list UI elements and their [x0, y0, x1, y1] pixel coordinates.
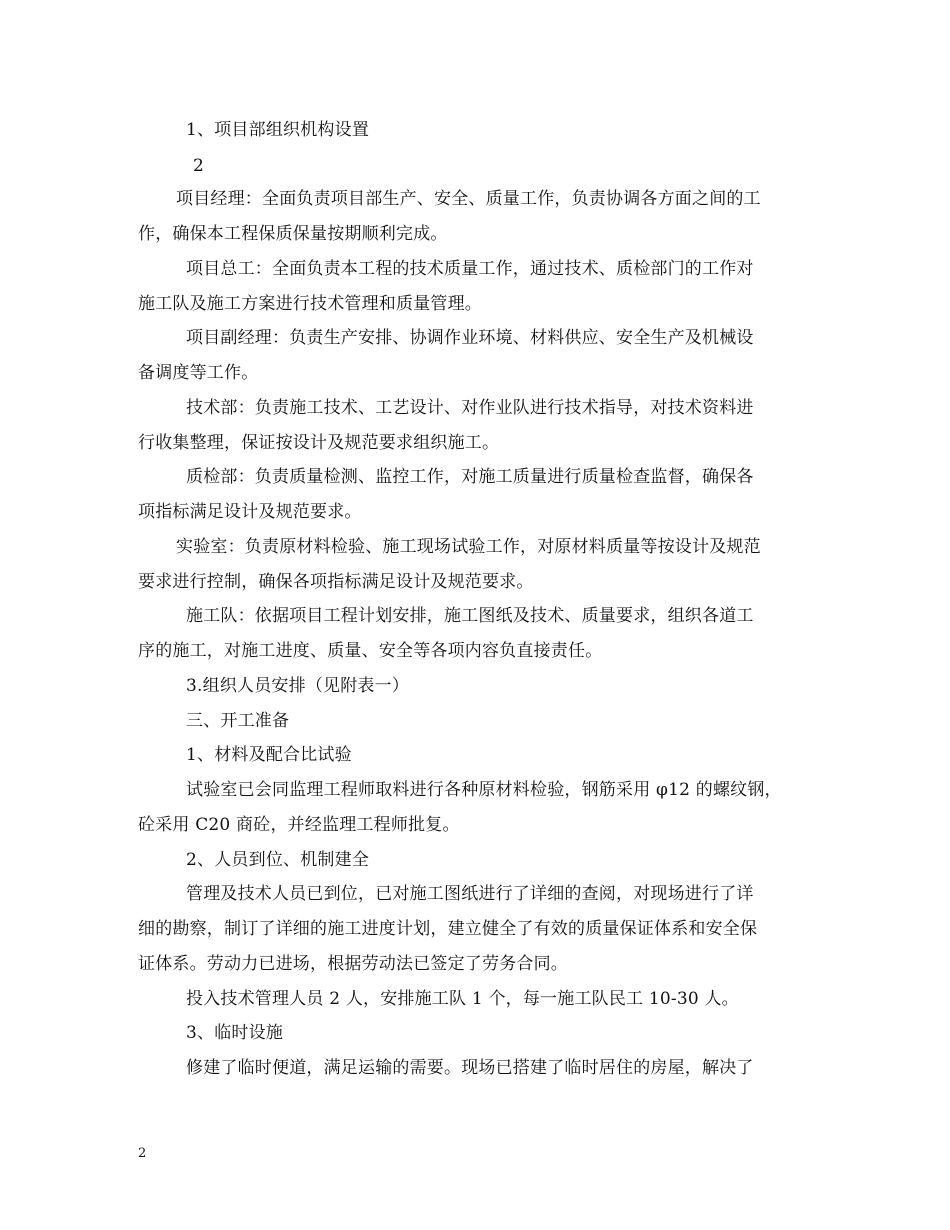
figure-placeholder-number: 2: [193, 156, 205, 176]
paragraph-line: 砼采用 C20 商砼，并经监理工程师批复。: [138, 815, 460, 835]
paragraph-line: 试验室已会同监理工程师取料进行各种原材料检验，钢筋采用 φ12 的螺纹钢，: [186, 780, 782, 800]
subheading: 1、材料及配合比试验: [186, 745, 352, 765]
paragraph-line: 项目经理：全面负责项目部生产、安全、质量工作，负责协调各方面之间的工: [176, 189, 761, 209]
paragraph-line: 质检部：负责质量检测、监控工作，对施工质量进行质量检查监督，确保各: [186, 467, 754, 487]
subheading: 3、临时设施: [186, 1023, 284, 1043]
paragraph-line: 管理及技术人员已到位，已对施工图纸进行了详细的查阅，对现场进行了详: [186, 884, 754, 904]
paragraph-line: 要求进行控制，确保各项指标满足设计及规范要求。: [138, 572, 534, 592]
page-number: 2: [138, 1146, 147, 1161]
paragraph-line: 作，确保本工程保质保量按期顺利完成。: [138, 224, 448, 244]
paragraph-line: 行收集整理，保证按设计及规范要求组织施工。: [138, 433, 500, 453]
paragraph-line: 细的勘察，制订了详细的施工进度计划，建立健全了有效的质量保证体系和安全保: [138, 919, 758, 939]
paragraph-line: 备调度等工作。: [138, 363, 259, 383]
section-heading: 三、开工准备: [186, 711, 290, 731]
paragraph-line: 项指标满足设计及规范要求。: [138, 502, 362, 522]
paragraph-line: 技术部：负责施工技术、工艺设计、对作业队进行技术指导，对技术资料进: [186, 398, 754, 418]
paragraph-line: 修建了临时便道，满足运输的需要。现场已搭建了临时居住的房屋，解决了: [186, 1058, 754, 1078]
subheading: 3.组织人员安排（见附表一）: [186, 676, 410, 696]
paragraph-line: 序的施工，对施工进度、质量、安全等各项内容负直接责任。: [138, 641, 603, 661]
paragraph-line: 实验室：负责原材料检验、施工现场试验工作，对原材料质量等按设计及规范: [176, 537, 761, 557]
paragraph-line: 项目副经理：负责生产安排、协调作业环境、材料供应、安全生产及机械设: [186, 328, 754, 348]
paragraph-line: 项目总工：全面负责本工程的技术质量工作，通过技术、质检部门的工作对: [186, 259, 754, 279]
subheading: 2、人员到位、机制建全: [186, 850, 370, 870]
paragraph-line: 施工队及施工方案进行技术管理和质量管理。: [138, 294, 482, 314]
paragraph-line: 投入技术管理人员 2 人，安排施工队 1 个，每一施工队民工 10-30 人。: [186, 989, 739, 1009]
paragraph-line: 施工队：依据项目工程计划安排，施工图纸及技术、质量要求，组织各道工: [186, 606, 754, 626]
heading-org-structure: 1、项目部组织机构设置: [186, 120, 370, 140]
paragraph-line: 证体系。劳动力已进场，根据劳动法已签定了劳务合同。: [138, 954, 568, 974]
